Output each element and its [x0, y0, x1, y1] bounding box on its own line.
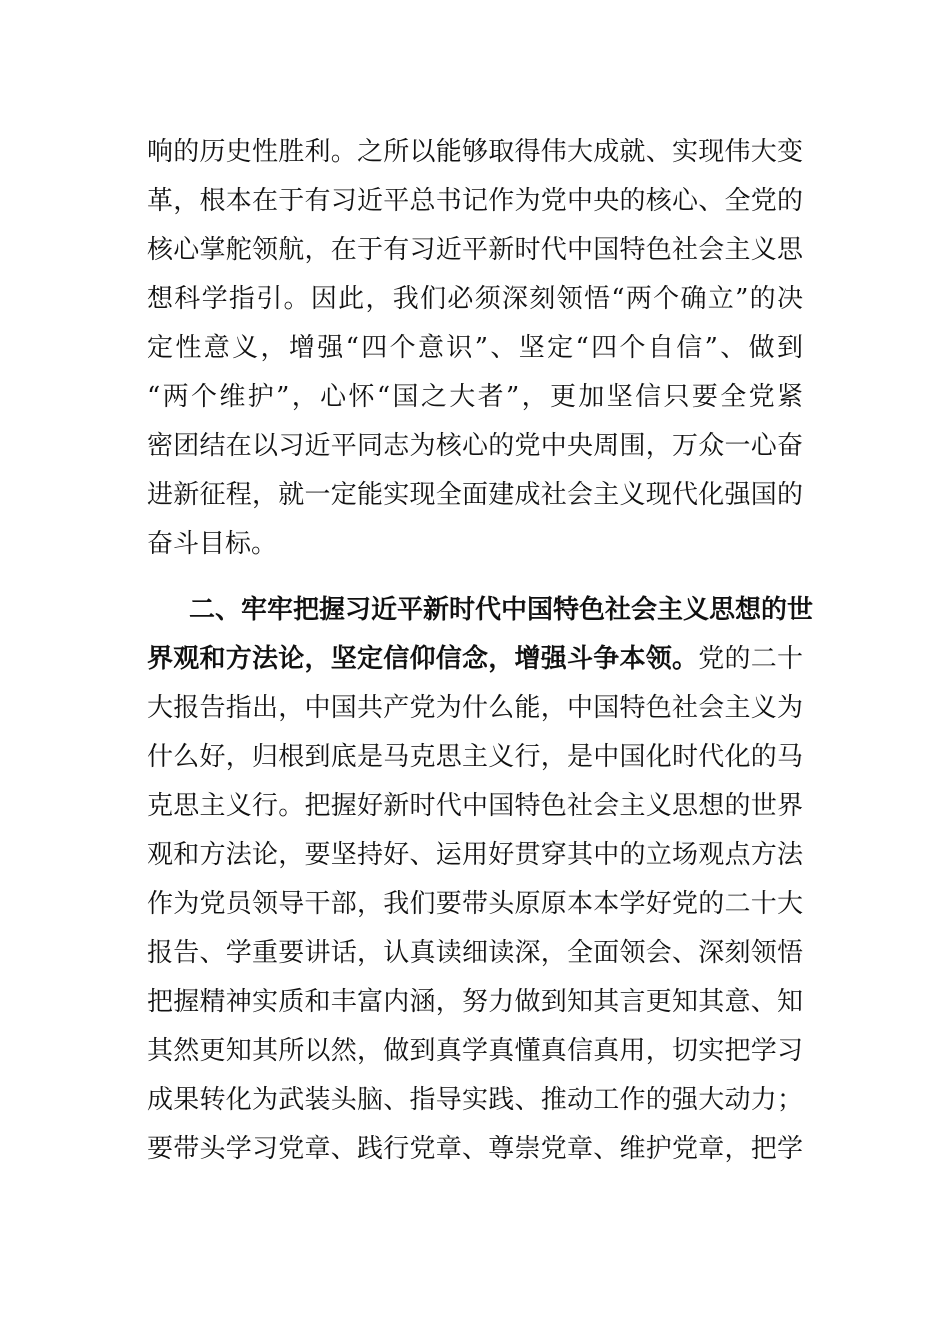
paragraph-line: 大报告指出，中国共产党为什么能，中国特色社会主义为	[147, 693, 803, 723]
paragraph-line: 想科学指引。因此，我们必须深刻领悟“两个确立”的决	[147, 284, 803, 314]
section-heading-text: 界观和方法论，坚定信仰信念，增强斗争本领。	[147, 644, 699, 674]
paragraph-line: 报告、学重要讲话，认真读细读深，全面领会、深刻领悟	[147, 938, 803, 968]
section-heading-continued	[147, 639, 803, 679]
paragraph-line: 定性意义，增强“四个意识”、坚定“四个自信”、做到	[147, 333, 803, 363]
paragraph-line: 革，根本在于有习近平总书记作为党中央的核心、全党的	[147, 186, 803, 216]
paragraph-line: 密团结在以习近平同志为核心的党中央周围，万众一心奋	[147, 431, 803, 461]
paragraph-line: “两个维护”，心怀“国之大者”，更加坚信只要全党紧	[147, 382, 803, 412]
paragraph-line: 奋斗目标。	[147, 529, 278, 559]
paragraph-line: 其然更知其所以然，做到真学真懂真信真用，切实把学习	[147, 1036, 803, 1066]
section-heading	[189, 590, 814, 630]
paragraph-line: 克思主义行。把握好新时代中国特色社会主义思想的世界	[147, 791, 803, 821]
paragraph-line: 把握精神实质和丰富内涵，努力做到知其言更知其意、知	[147, 987, 803, 1017]
section-heading-text: 二、牢牢把握习近平新时代中国特色社会主义思想的世	[189, 595, 814, 625]
paragraph-line: 响的历史性胜利。之所以能够取得伟大成就、实现伟大变	[147, 137, 803, 167]
paragraph-line: 要带头学习党章、践行党章、尊崇党章、维护党章，把学	[147, 1134, 803, 1164]
paragraph-line: 进新征程，就一定能实现全面建成社会主义现代化强国的	[147, 480, 803, 510]
paragraph-line: 成果转化为武装头脑、指导实践、推动工作的强大动力；	[147, 1085, 803, 1115]
paragraph-line: 作为党员领导干部，我们要带头原原本本学好党的二十大	[147, 889, 803, 919]
paragraph-line: 观和方法论，要坚持好、运用好贯穿其中的立场观点方法	[147, 840, 803, 870]
paragraph-text: 党的二十	[698, 644, 803, 674]
paragraph-line: 什么好，归根到底是马克思主义行，是中国化时代化的马	[147, 742, 803, 772]
paragraph-line: 核心掌舵领航，在于有习近平新时代中国特色社会主义思	[147, 235, 803, 265]
